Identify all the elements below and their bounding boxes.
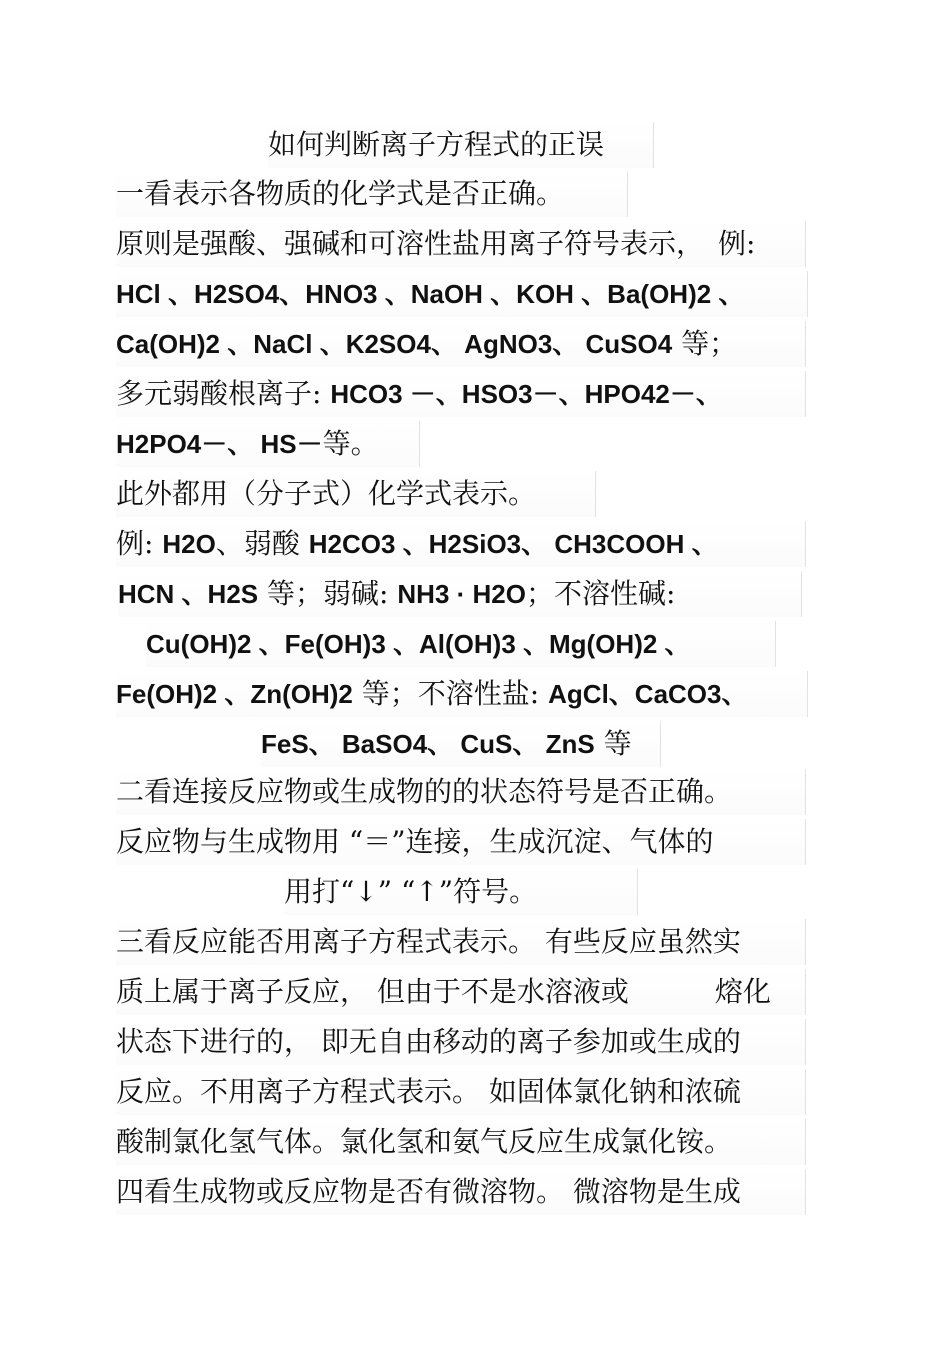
- formula-line-3: HCl 、H2SO4、HNO3 、NaOH 、KOH 、Ba(OH)2 、: [116, 271, 808, 317]
- line-suffix: 等；: [672, 327, 738, 360]
- text-line-16: 三看反应能否用离子方程式表示。 有些反应虽然实: [116, 919, 806, 965]
- text-line-20: 酸制氯化氢气体。氯化氢和氨气反应生成氯化铵。: [116, 1119, 806, 1165]
- text-line-14: 反应物与生成物用 “＝”连接，生成沉淀、气体的: [116, 819, 806, 865]
- text-line-17: [116, 969, 806, 1015]
- formula-text-2: AgCl、CaCO3、: [548, 679, 748, 709]
- formula-text-2: NH3 · H2O: [397, 579, 526, 609]
- line-prefix: 质上属于离子反应， 但由于不是水溶液或: [116, 975, 629, 1008]
- text-line-5: [116, 371, 806, 417]
- text-line-21: 四看生成物或反应物是否有微溶物。 微溶物是生成: [116, 1169, 806, 1215]
- text-line-11: [116, 671, 808, 717]
- line-prefix: 多元弱酸根离子:: [116, 377, 331, 410]
- text-line-1: 一看表示各物质的化学式是否正确。: [116, 171, 628, 217]
- formula-line-10: Cu(OH)2 、Fe(OH)3 、Al(OH)3 、Mg(OH)2 、: [146, 621, 776, 667]
- line-mid: 等；弱碱:: [258, 577, 398, 610]
- formula-text: Fe(OH)2 、Zn(OH)2: [116, 679, 353, 709]
- text-line-2: 原则是强酸、强碱和可溶性盐用离子符号表示， 例:: [116, 221, 806, 267]
- text-line-19: 反应。不用离子方程式表示。 如固体氯化钠和浓硫: [116, 1069, 806, 1115]
- line-mid: 、弱酸: [215, 527, 309, 560]
- text-line-13: 二看连接反应物或生成物的的状态符号是否正确。: [116, 769, 806, 815]
- formula-text: H2O: [162, 529, 216, 559]
- line-prefix: 例:: [116, 527, 163, 560]
- formula-text: FeS、 BaSO4、 CuS、 ZnS: [261, 729, 595, 759]
- text-line-18: 状态下进行的， 即无自由移动的离子参加或生成的: [116, 1019, 806, 1065]
- line-suffix: 熔化: [714, 975, 771, 1008]
- line-mid: 等；不溶性盐:: [352, 677, 549, 710]
- page-title: 如何判断离子方程式的正误: [268, 122, 654, 168]
- formula-text: H2PO4－、 HS－: [116, 429, 323, 459]
- formula-text: HCN 、H2S: [118, 579, 259, 609]
- formula-text: HCO3 －、HSO3－、HPO42－、: [330, 379, 722, 409]
- line-suffix: 等。: [322, 427, 379, 460]
- text-line-9: [118, 571, 802, 617]
- text-line-8: [116, 521, 806, 567]
- text-line-12: [261, 721, 661, 767]
- text-line-7: 此外都用（分子式）化学式表示。: [116, 471, 596, 517]
- text-line-4: [116, 321, 806, 367]
- line-suffix: ；不溶性碱:: [525, 577, 676, 610]
- text-line-15: 用打“↓” “↑”符号。: [284, 869, 638, 915]
- line-suffix: 等: [594, 727, 632, 760]
- text-line-6: [116, 421, 420, 467]
- formula-text-2: H2CO3 、H2SiO3、 CH3COOH 、: [308, 529, 718, 559]
- formula-text: Ca(OH)2 、NaCl 、K2SO4、 AgNO3、 CuSO4: [116, 329, 673, 359]
